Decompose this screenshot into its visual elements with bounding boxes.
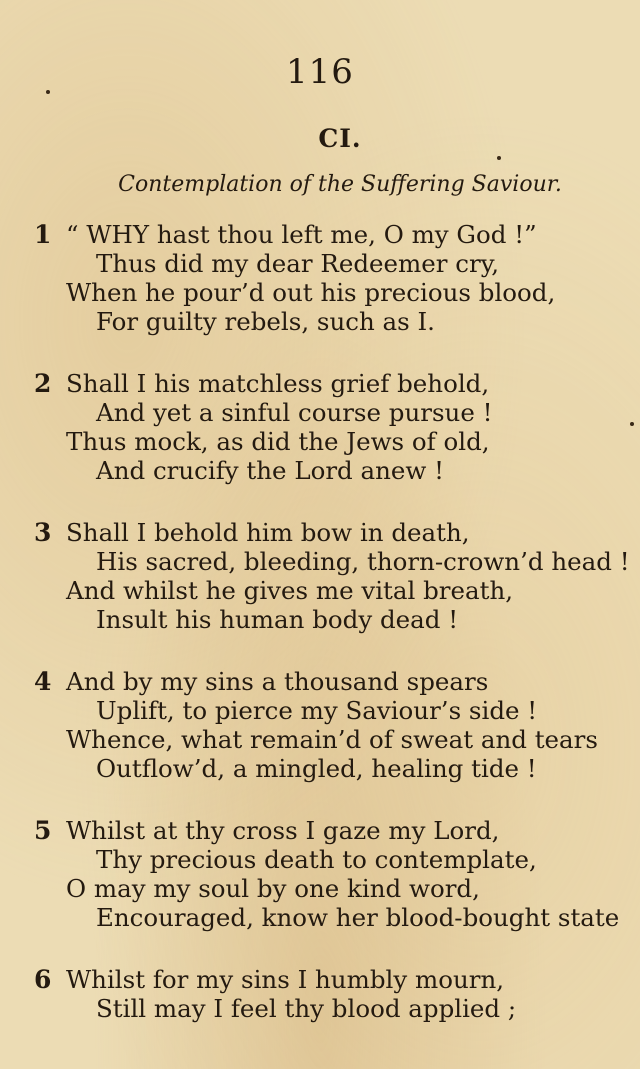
verse-line: Uplift, to pierce my Saviour’s side ! <box>96 696 538 725</box>
verse-line: His sacred, bleeding, thorn-crown’d head ! <box>96 547 630 576</box>
verse-line: For guilty rebels, such as I. <box>96 307 435 336</box>
verse-line: And whilst he gives me vital breath, <box>66 576 514 605</box>
stanza <box>34 369 634 485</box>
verse-line: Shall I his matchless grief behold, <box>66 369 490 398</box>
stanza <box>34 965 634 1023</box>
stanza <box>34 816 634 932</box>
verse-line: Whilst for my sins I humbly mourn, <box>66 965 505 994</box>
page-number: 116 <box>286 52 354 92</box>
verse-line: Thus mock, as did the Jews of old, <box>66 427 490 456</box>
stanza-number: 3 <box>34 518 52 547</box>
ink-speck <box>497 156 501 160</box>
verse-line: Insult his human body dead ! <box>96 605 459 634</box>
verse-line: Thy precious death to contemplate, <box>96 845 537 874</box>
verse-line: Encouraged, know her blood-bought state <box>96 903 620 932</box>
verse-line: And crucify the Lord anew ! <box>96 456 445 485</box>
ink-speck <box>46 90 50 94</box>
verses <box>34 220 634 1056</box>
verse-line: Whence, what remain’d of sweat and tears <box>66 725 598 754</box>
verse-line: And yet a sinful course pursue ! <box>96 398 493 427</box>
stanza <box>34 667 634 783</box>
stanza-number: 5 <box>34 816 52 845</box>
verse-line: Outflow’d, a mingled, healing tide ! <box>96 754 537 783</box>
stanza-number: 1 <box>34 220 52 249</box>
verse-line: Whilst at thy cross I gaze my Lord, <box>66 816 500 845</box>
verse-line: Thus did my dear Redeemer cry, <box>96 249 500 278</box>
stanza <box>34 220 634 336</box>
hymn-number: CI. <box>318 124 362 153</box>
verse-line: Shall I behold him bow in death, <box>66 518 470 547</box>
stanza <box>34 518 634 634</box>
verse-line: When he pour’d out his precious blood, <box>66 278 556 307</box>
verse-line: “ WHY hast thou left me, O my God !” <box>66 220 537 249</box>
verse-line: Still may I feel thy blood applied ; <box>96 994 517 1023</box>
verse-line: And by my sins a thousand spears <box>66 667 489 696</box>
stanza-number: 2 <box>34 369 52 398</box>
stanza-number: 4 <box>34 667 52 696</box>
hymn-title: Contemplation of the Suffering Saviour. <box>118 172 562 197</box>
stanza-number: 6 <box>34 965 52 994</box>
verse-line: O may my soul by one kind word, <box>66 874 480 903</box>
